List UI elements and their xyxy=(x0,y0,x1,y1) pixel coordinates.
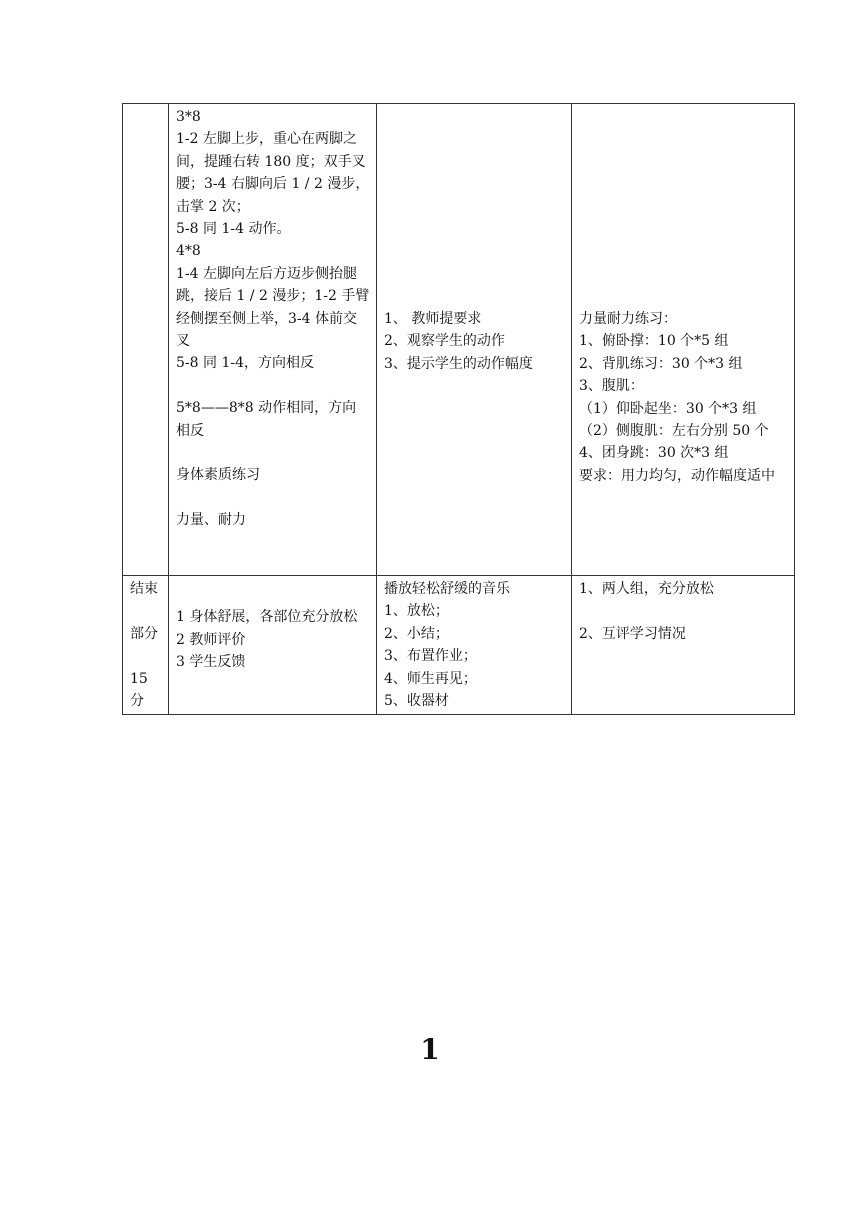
section-cell xyxy=(123,576,169,715)
teacher-line: 2、观察学生的动作 xyxy=(384,333,505,350)
teacher-line: 3、提示学生的动作幅度 xyxy=(384,355,533,372)
student-line: 4、团身跳：30 次*3 组 xyxy=(579,445,729,462)
content-line xyxy=(176,487,370,509)
section-cell xyxy=(123,104,169,576)
content-line: 力量、耐力 xyxy=(176,512,246,529)
table-row-main-part xyxy=(123,104,795,576)
teacher-line: 1、 教师提要求 xyxy=(384,311,482,327)
student-line: 1、俯卧撑：10 个*5 组 xyxy=(579,333,729,350)
teacher-line: 播放轻松舒缓的音乐 xyxy=(384,581,510,597)
content-line: 击掌 2 次； xyxy=(176,198,250,215)
content-cell xyxy=(169,104,377,576)
section-line: 部分 xyxy=(130,625,158,642)
content-line: 腰；3-4 右脚向后 1 / 2 漫步， xyxy=(176,176,370,193)
content-line: 4*8 xyxy=(176,243,201,260)
student-activity-cell xyxy=(572,576,795,715)
content-cell xyxy=(169,576,377,715)
content-line: 2 教师评价 xyxy=(176,631,246,648)
content-line: 1-4 左脚向左后方迈步侧抬腿 xyxy=(176,265,357,282)
content-line: 相反 xyxy=(176,422,204,439)
content-line xyxy=(176,375,370,397)
teacher-activity-cell xyxy=(377,576,572,715)
content-line: 1-2 左脚上步，重心在两脚之 xyxy=(176,131,357,148)
content-line xyxy=(176,442,370,464)
student-line: 要求：用力均匀，动作幅度适中 xyxy=(579,467,775,484)
content-line: 跳，接后 1 / 2 漫步；1-2 手臂 xyxy=(176,288,370,305)
student-activity-cell xyxy=(572,104,795,576)
teacher-line: 4、师生再见； xyxy=(384,670,477,687)
student-line: 2、互评学习情况 xyxy=(579,625,686,642)
teacher-line: 5、收器材 xyxy=(384,693,449,710)
student-line: 1、两人组，充分放松 xyxy=(579,581,714,597)
lesson-plan-table xyxy=(122,103,795,715)
content-line: 3*8 xyxy=(176,109,201,125)
content-line: 叉 xyxy=(176,333,190,350)
student-line xyxy=(579,600,788,622)
page-number: 1 xyxy=(420,1033,440,1066)
content-line: 身体素质练习 xyxy=(176,467,260,484)
student-line: 力量耐力练习： xyxy=(579,311,677,327)
student-line: （2）侧腹肌：左右分别 50 个 xyxy=(579,423,769,440)
teacher-line: 3、布置作业； xyxy=(384,648,477,665)
student-line: 3、腹肌： xyxy=(579,378,644,395)
table-row-end-part xyxy=(123,576,795,715)
teacher-line: 2、小结； xyxy=(384,625,449,642)
section-line: 分 xyxy=(130,693,144,709)
content-line: 5-8 同 1-4 动作。 xyxy=(176,221,291,238)
teacher-line: 1、放松； xyxy=(384,603,449,620)
section-line: 15 xyxy=(130,670,148,687)
student-line: （1）仰卧起坐：30 个*3 组 xyxy=(579,400,757,417)
content-line: 5-8 同 1-4，方向相反 xyxy=(176,355,314,372)
section-line xyxy=(130,645,162,667)
section-line xyxy=(130,600,162,622)
content-line: 3 学生反馈 xyxy=(176,654,246,671)
content-line: 间，提踵右转 180 度；双手叉 xyxy=(176,153,366,170)
content-line xyxy=(176,584,370,606)
content-line: 5*8——8*8 动作相同，方向 xyxy=(176,400,357,417)
student-line: 2、背肌练习：30 个*3 组 xyxy=(579,355,743,372)
section-line: 结束 xyxy=(130,581,158,597)
teacher-activity-cell xyxy=(377,104,572,576)
content-line: 1 身体舒展，各部位充分放松 xyxy=(176,609,358,626)
content-line: 经侧摆至侧上举，3-4 体前交 xyxy=(176,310,357,327)
